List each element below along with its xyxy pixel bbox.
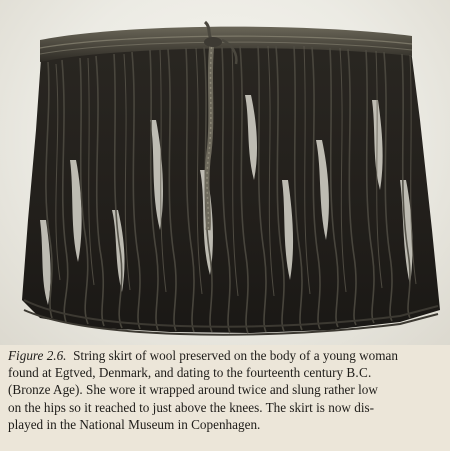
caption-line-1: [8, 347, 444, 364]
caption-text-1: String skirt of wool preserved on the body of a young woman: [73, 348, 398, 363]
caption-line-2: [8, 364, 444, 381]
figure-label: Figure 2.6.: [8, 348, 67, 363]
caption-line-5: played in the National Museum in Copenhagen.: [8, 416, 261, 432]
era-abbreviation: B.C.: [346, 365, 372, 381]
caption-line-4: on the hips so it reached to just above the knees. The skirt is now dis-: [8, 399, 375, 415]
figure-caption: [8, 347, 444, 433]
caption-line-3: (Bronze Age). She wore it wrapped around twice and slung rather low: [8, 382, 378, 398]
caption-text-2: found at Egtved, Denmark, and dating to the fourteenth century: [8, 365, 347, 381]
